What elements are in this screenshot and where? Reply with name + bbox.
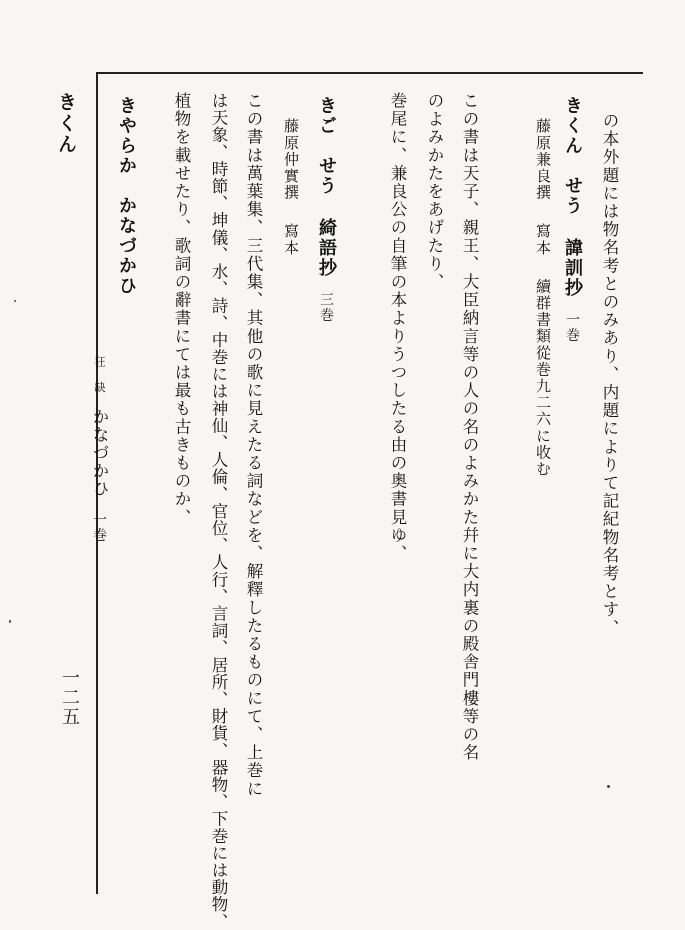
entry-kikun-desc-2: のよみかたをあげたり、: [425, 92, 444, 292]
text-column-1: の本外題には物名考とのみあり、内題によりて記紀物名考とす、: [600, 112, 619, 637]
entry-kigo-author: 藤原仲實撰: [282, 118, 300, 201]
entry-kikun-manuscript: 寫本: [534, 223, 552, 257]
entry-kigo-heading: [315, 96, 337, 323]
entry-kigo-volumes: 三巻: [318, 292, 334, 324]
entry-kikun-desc-1: この書は天子、親王、大臣納言等の人の名のよみかた幷に大内裏の殿舎門樓等の名: [460, 92, 479, 762]
scan-speck: [14, 300, 16, 302]
entry-kigo-manuscript: 寫本: [282, 223, 300, 257]
entry-kikun-author: 藤原兼良撰: [534, 118, 552, 201]
entry-kyaraka-volumes: 一巻: [91, 512, 107, 544]
scan-speck: [9, 620, 11, 623]
entry-kikun-heading: [561, 96, 583, 343]
entry-kyaraka-heading: きやらか かなづかひ: [116, 96, 137, 296]
entry-kikun-meta: [532, 118, 554, 477]
entry-kigo-desc-2: は天象、時節、坤儀、水、詩、中巻には神仙、人倫、官位、人行、言詞、居所、財貨、器物、下巻には動物、: [209, 92, 228, 930]
entry-kyaraka-note: 狂 缺: [93, 356, 106, 394]
entry-kigo-desc-3: 植物を載せたり、歌詞の辭書にては最も古きものか、: [172, 92, 191, 527]
entry-kikun-note: 續群書類從巻九二六に收む: [534, 278, 552, 478]
scan-speck: [607, 785, 610, 788]
running-head: きくん: [55, 92, 77, 155]
entry-kyaraka-title: かなづかひ: [90, 407, 109, 499]
entry-kyaraka-line: [88, 356, 110, 544]
entry-kikun-volumes: 一巻: [564, 312, 580, 344]
entry-kikun-kana: きくん せう: [562, 96, 583, 216]
page-number: 一二五: [59, 668, 80, 727]
entry-kikun-title: 諱訓抄: [562, 238, 583, 298]
entry-kigo-meta: [280, 118, 302, 256]
entry-kikun-desc-3: 巻尾に、兼良公の自筆の本よりうつしたる由の奧書見ゆ、: [388, 92, 407, 563]
entry-kigo-title: 綺語抄: [316, 218, 337, 278]
entry-kigo-kana: きご せう: [316, 96, 337, 196]
entry-kigo-desc-1: この書は萬葉集、三代集、其他の歌に見えたる詞などを、解釋したるものにて、上巻に: [244, 92, 263, 798]
